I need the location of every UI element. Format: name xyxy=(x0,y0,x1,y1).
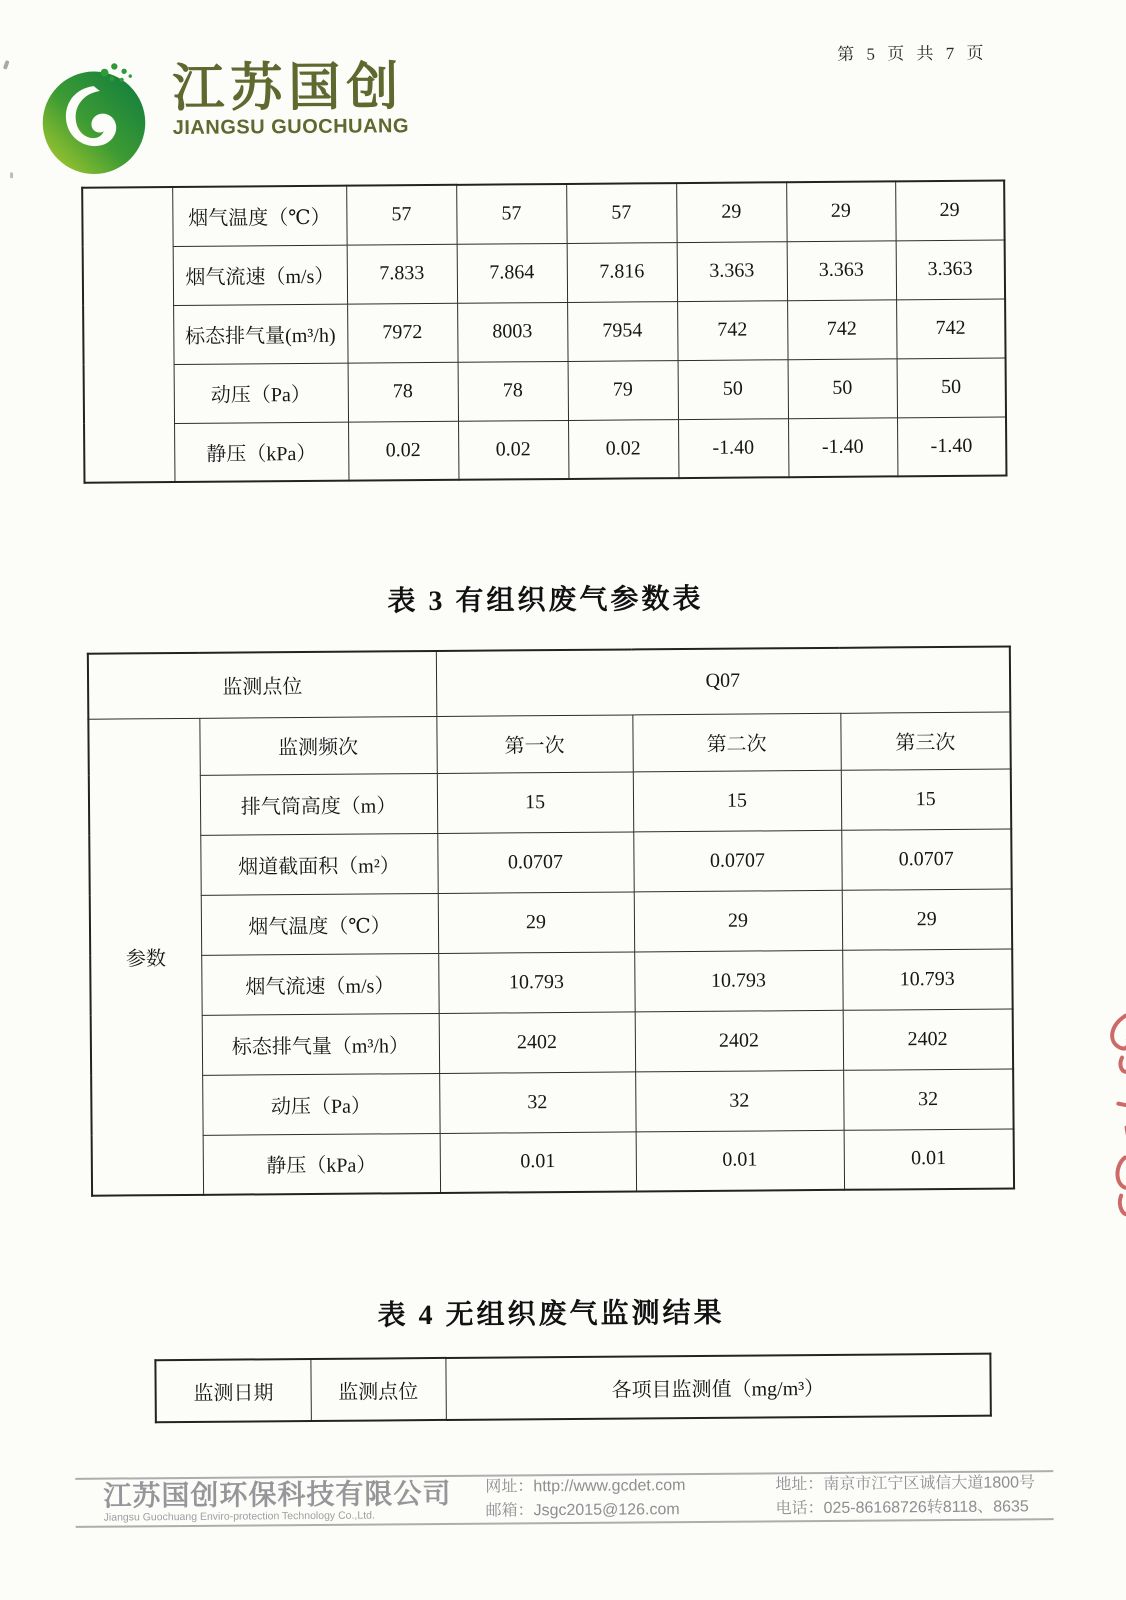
value-cell: 29 xyxy=(895,181,1004,241)
param-label-cell: 烟道截面积（m²） xyxy=(200,833,437,895)
param-label-cell: 静压（kPa） xyxy=(174,422,348,482)
value-cell: 7954 xyxy=(567,301,677,361)
value-cell: 29 xyxy=(786,181,895,241)
value-cell: 29 xyxy=(842,888,1012,949)
value-cell: 57 xyxy=(456,184,566,244)
page-footer xyxy=(75,1470,1053,1528)
header-cell: 各项目监测值（mg/m³） xyxy=(445,1354,990,1420)
value-cell: 0.01 xyxy=(636,1130,844,1192)
table-row xyxy=(91,1068,1013,1135)
scan-artifact xyxy=(10,172,13,178)
value-cell: 0.02 xyxy=(568,419,678,479)
param-label-cell: 标态排气量(m³/h) xyxy=(173,304,347,364)
logo-text-en: JIANGSU GUOCHUANG xyxy=(172,115,410,140)
table-row xyxy=(89,768,1011,835)
footer-company-en: Jiangsu Guochuang Enviro-protection Technology Co.,Ltd. xyxy=(103,1509,375,1524)
logo-text xyxy=(172,58,410,140)
param-label-cell: 烟气温度（℃） xyxy=(201,893,438,955)
value-cell: -1.40 xyxy=(897,417,1006,477)
table-row xyxy=(84,358,1006,424)
param-label-cell: 烟气流速（m/s） xyxy=(201,953,438,1015)
value-cell: 29 xyxy=(438,891,634,953)
value-cell: 57 xyxy=(566,183,676,243)
table-row xyxy=(84,417,1006,483)
value-cell: 2402 xyxy=(635,1010,843,1072)
value-cell: 10.793 xyxy=(634,950,842,1012)
param-label-cell: 动压（Pa） xyxy=(174,363,348,423)
value-cell: 0.01 xyxy=(440,1131,636,1193)
value-cell: 32 xyxy=(635,1070,843,1132)
value-cell: 32 xyxy=(439,1071,635,1133)
organized-exhaust-parameter-table xyxy=(87,645,1015,1196)
value-cell: 0.02 xyxy=(348,421,458,481)
param-label-cell: 静压（kPa） xyxy=(203,1133,440,1195)
table-row xyxy=(88,646,1010,718)
value-cell: 10.793 xyxy=(842,948,1012,1009)
table-row xyxy=(89,828,1011,895)
footer-email: 邮箱：Jsgc2015@126.com xyxy=(485,1501,680,1520)
value-cell: 78 xyxy=(348,362,458,422)
value-cell: 0.0707 xyxy=(633,830,841,892)
value-cell: 29 xyxy=(634,890,842,952)
value-cell: 0.02 xyxy=(458,420,568,480)
value-cell: 15 xyxy=(841,768,1011,829)
table3-title: 表 3 有组织废气参数表 xyxy=(387,583,704,618)
footer-company-cn: 江苏国创环保科技有限公司 xyxy=(103,1477,452,1512)
table1-side-cell xyxy=(82,187,174,483)
value-cell: 50 xyxy=(678,359,788,419)
freq-col-cell: 第二次 xyxy=(632,713,840,772)
freq-label-cell: 监测频次 xyxy=(199,716,436,775)
scan-artifact xyxy=(3,60,10,70)
value-cell: 50 xyxy=(788,358,897,418)
value-cell: 78 xyxy=(458,361,568,421)
value-cell: 32 xyxy=(843,1068,1013,1129)
footer-contact-web xyxy=(485,1474,735,1524)
footer-contact-address xyxy=(775,1471,1035,1521)
table-row xyxy=(91,1008,1013,1075)
table-row xyxy=(83,299,1005,365)
side-label-cell: 参数 xyxy=(88,718,203,1196)
table-row xyxy=(90,888,1012,955)
table-row xyxy=(90,948,1012,1015)
header-cell: 监测点位 xyxy=(310,1358,445,1421)
value-cell: -1.40 xyxy=(788,417,897,477)
value-cell: 3.363 xyxy=(896,240,1005,300)
table4-title: 表 4 无组织废气监测结果 xyxy=(377,1297,725,1332)
logo-swirl-icon xyxy=(36,55,159,178)
param-label-cell: 标态排气量（m³/h） xyxy=(202,1013,439,1075)
table-row xyxy=(83,240,1005,306)
value-cell: 8003 xyxy=(457,302,567,362)
value-cell: 742 xyxy=(787,299,896,359)
value-cell: 7.816 xyxy=(567,242,677,302)
footer-company xyxy=(103,1479,463,1523)
table-row xyxy=(155,1354,990,1423)
header-cell: 监测日期 xyxy=(155,1359,310,1422)
param-label-cell: 动压（Pa） xyxy=(202,1073,439,1135)
freq-col-cell: 第三次 xyxy=(840,711,1010,769)
table-row xyxy=(82,181,1004,247)
footer-phone: 电话：025-86168726转8118、8635 xyxy=(775,1498,1029,1518)
value-cell: 7.833 xyxy=(347,244,457,304)
company-logo xyxy=(36,53,409,178)
value-cell: 7.864 xyxy=(457,243,567,303)
fugitive-emission-table xyxy=(154,1353,991,1424)
value-cell: 0.0707 xyxy=(437,831,633,893)
param-label-cell: 烟气流速（m/s） xyxy=(173,245,347,305)
stack-gas-table-continued xyxy=(81,180,1007,484)
red-stamp-strokes-icon xyxy=(1096,1008,1126,1228)
point-value-cell: Q07 xyxy=(436,646,1010,716)
logo-text-cn: 江苏国创 xyxy=(172,58,405,119)
footer-website: 网址：http://www.gcdet.com xyxy=(485,1477,686,1496)
footer-address: 地址：南京市江宁区诚信大道1800号 xyxy=(775,1474,1036,1494)
value-cell: 50 xyxy=(897,358,1006,418)
page-number: 第 5 页 共 7 页 xyxy=(837,43,988,64)
value-cell: 742 xyxy=(896,299,1005,359)
value-cell: 742 xyxy=(677,300,787,360)
param-label-cell: 烟气温度（℃） xyxy=(172,186,346,246)
value-cell: 10.793 xyxy=(438,951,634,1013)
param-label-cell: 排气筒高度（m） xyxy=(200,773,437,835)
value-cell: 2402 xyxy=(843,1008,1013,1069)
freq-col-cell: 第一次 xyxy=(436,714,632,773)
value-cell: 2402 xyxy=(439,1011,635,1073)
red-stamp-partial xyxy=(1096,1008,1126,1228)
table-row xyxy=(88,711,1010,775)
value-cell: 3.363 xyxy=(787,240,896,300)
value-cell: 29 xyxy=(676,182,786,242)
value-cell: 79 xyxy=(568,360,678,420)
value-cell: 57 xyxy=(346,185,456,245)
value-cell: 0.0707 xyxy=(841,828,1011,889)
value-cell: 3.363 xyxy=(677,241,787,301)
point-label-cell: 监测点位 xyxy=(88,651,436,719)
value-cell: 7972 xyxy=(347,303,457,363)
value-cell: 0.01 xyxy=(844,1128,1014,1189)
value-cell: 15 xyxy=(437,771,633,833)
table-row xyxy=(92,1128,1014,1195)
value-cell: 15 xyxy=(633,770,841,832)
value-cell: -1.40 xyxy=(678,418,788,478)
